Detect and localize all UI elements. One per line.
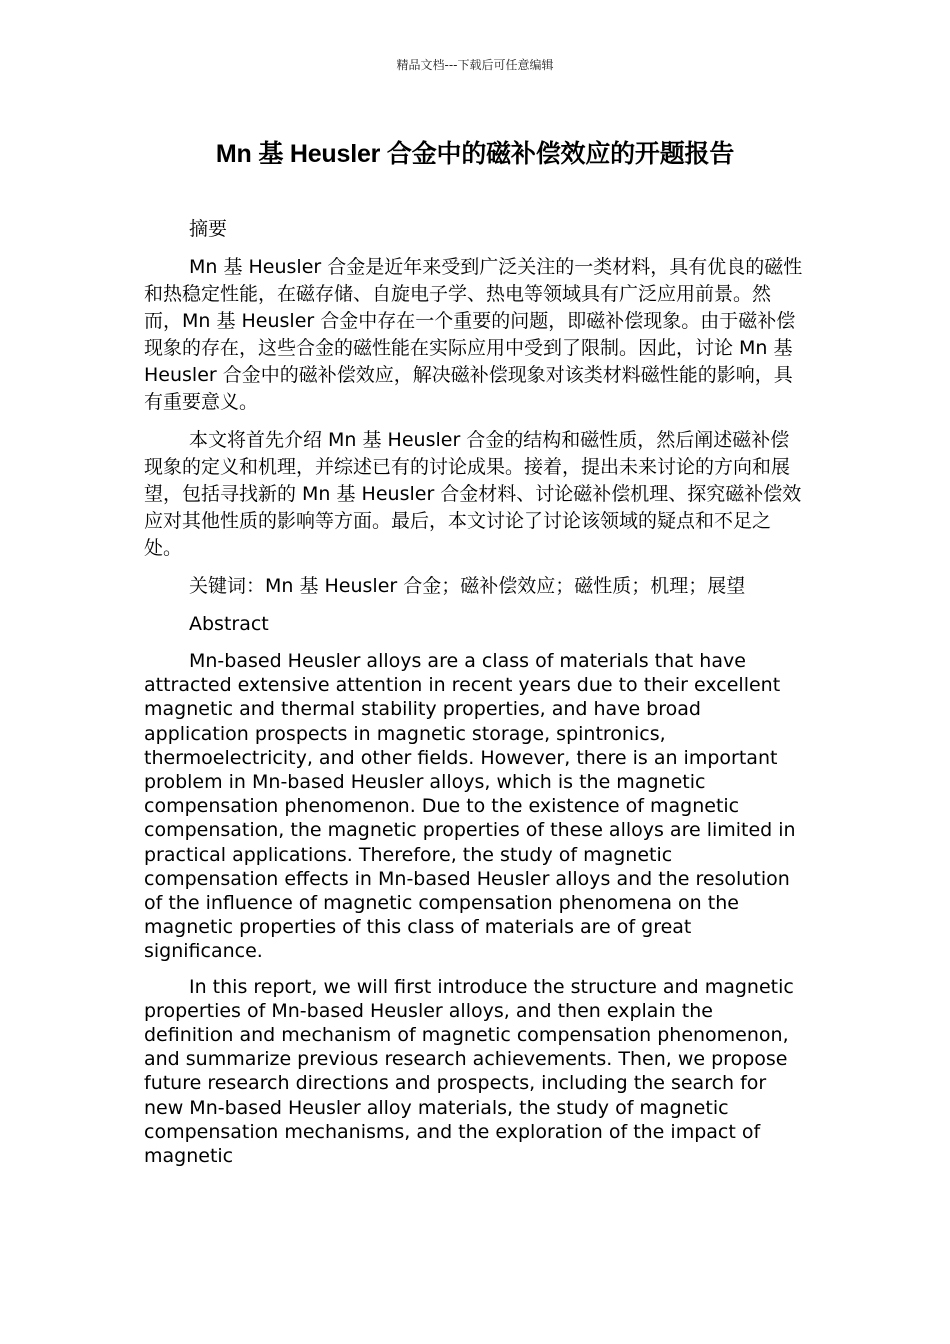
keywords-line: 关键词：Mn 基 Heusler 合金；磁补偿效应；磁性质；机理；展望 <box>189 575 746 597</box>
abstract-cn-paragraph-1: Mn 基 Heusler 合金是近年来受到广泛关注的一类材料，具有优良的磁性和热稳定性能，在磁存储、自旋电子学、热电等领域具有广泛应用前景。然而，Mn 基 Heusler 合金中存在一个重要的问题，即磁补偿现象。由于磁补偿现象的存在，这些合金的磁性能在实际应用中受到了限制。因此，讨论 Mn 基 Heusler 合金中的磁补偿效应，解决磁补偿现象对该类材料磁性能的影响，具有重要意义。 <box>144 256 803 413</box>
abstract-en-heading: Abstract <box>189 613 269 635</box>
page-title: Mn 基 Heusler 合金中的磁补偿效应的开题报告 <box>215 140 735 168</box>
abstract-cn-heading: 摘要 <box>189 218 228 240</box>
header-watermark: 精品文档---下载后可任意编辑 <box>396 58 554 72</box>
document-body <box>144 216 808 1179</box>
abstract-en-paragraph-2: In this report, we will first introduce the structure and magnetic properties of Mn-based Heusler alloys, and then explain the definition and mechanism of magnetic compensation phenomenon, and summarize previous research achievements. Then, we propose future research directions and prospects, including the search for new Mn-based Heusler alloy materials, the study of magnetic compensation mechanisms, and the exploration of the impact of magnetic <box>144 975 794 1168</box>
abstract-en-paragraph-1: Mn-based Heusler alloys are a class of materials that have attracted extensive attention in recent years due to their excellent magnetic and thermal stability properties, and have broad application prospects in magnetic storage, spintronics, thermoelectricity, and other fields. However, there is an important problem in Mn-based Heusler alloys, which is the magnetic compensation phenomenon. Due to the existence of magnetic compensation, the magnetic properties of these alloys are limited in practical applications. Therefore, the study of magnetic compensation effects in Mn-based Heusler alloys and the resolution of the influence of magnetic compensation phenomena on the magnetic properties of this class of materials are of great significance. <box>144 650 796 963</box>
abstract-cn-paragraph-2: 本文将首先介绍 Mn 基 Heusler 合金的结构和磁性质，然后阐述磁补偿现象的定义和机理，并综述已有的讨论成果。接着，提出未来讨论的方向和展望，包括寻找新的 Mn 基 Heusler 合金材料、讨论磁补偿机理、探究磁补偿效应对其他性质的影响等方面。最后，本文讨论了讨论该领域的疑点和不足之处。 <box>144 429 802 559</box>
